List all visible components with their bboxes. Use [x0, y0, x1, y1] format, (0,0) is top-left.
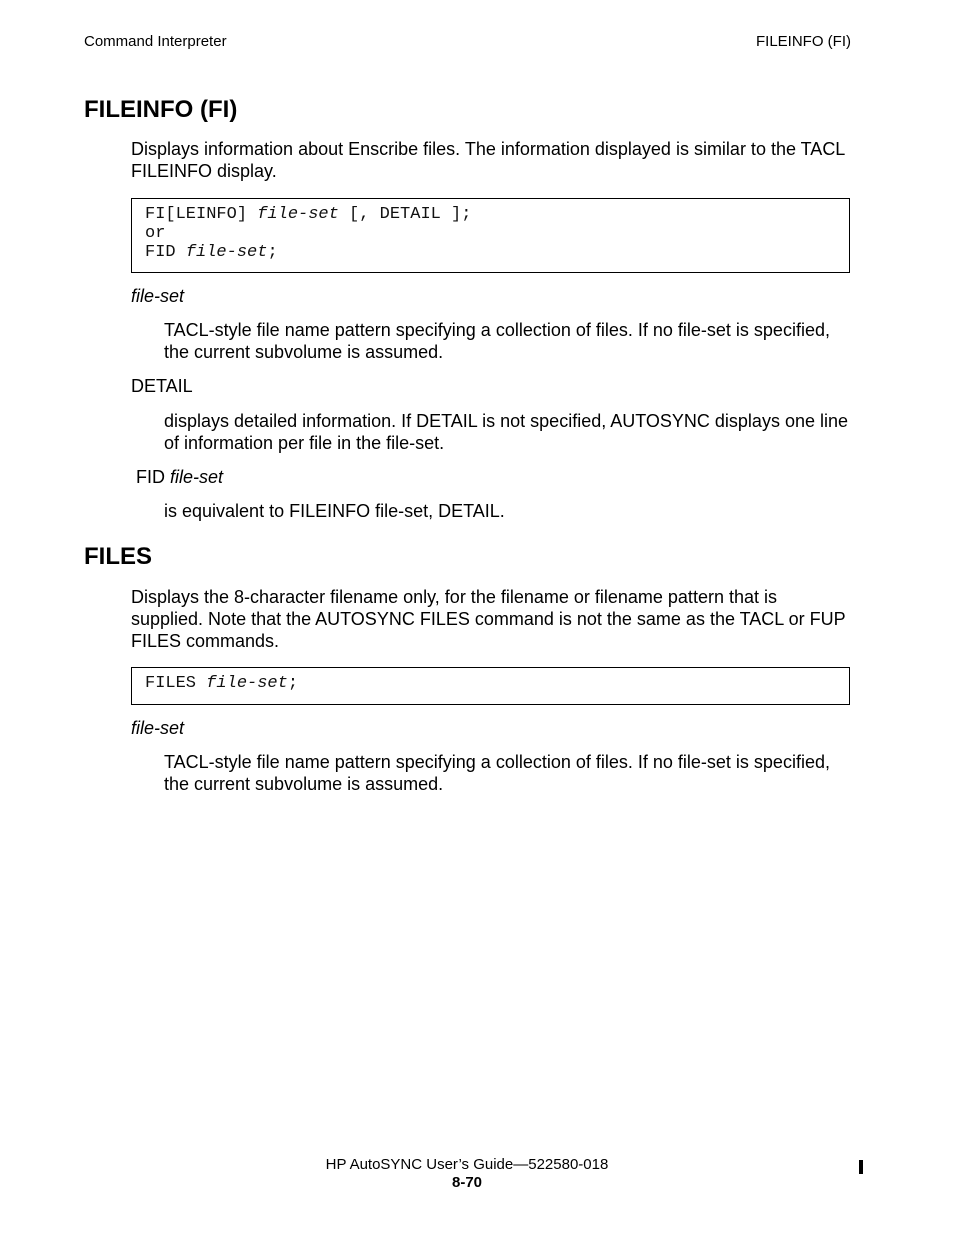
section-heading-fileinfo: FILEINFO (FI)	[84, 96, 238, 123]
section-description-fileinfo: Displays information about Enscribe files. The information displayed is similar to the TACL FILEINFO display.	[131, 139, 845, 181]
page-number: 8-70	[451, 1174, 483, 1191]
param-description: is equivalent to FILEINFO file-set, DETAIL.	[164, 501, 505, 521]
running-header-left: Command Interpreter	[84, 33, 227, 50]
syntax-box-fileinfo	[131, 198, 850, 273]
param-description: displays detailed information. If DETAIL is not specified, AUTOSYNC displays one line of information per file in the file-set.	[164, 411, 848, 453]
syntax-line: FID file-set;	[145, 243, 278, 262]
param-term: file-set	[131, 286, 185, 306]
section-description-files: Displays the 8-character filename only, for the filename or filename pattern that is supplied. Note that the AUTOSYNC FILES command is not the same as the TACL or FUP FILES commands.	[131, 587, 846, 651]
param-term: file-set	[131, 718, 185, 738]
param-description: TACL-style file name pattern specifying a collection of files. If no file-set is specified, the current subvolume is assumed.	[164, 752, 830, 794]
syntax-box-files	[131, 667, 850, 705]
syntax-line: or	[145, 224, 166, 243]
syntax-line: FI[LEINFO] file-set [, DETAIL ];	[145, 205, 472, 224]
change-bar	[859, 1160, 863, 1174]
param-description: TACL-style file name pattern specifying a collection of files. If no file-set is specified, the current subvolume is assumed.	[164, 320, 830, 362]
syntax-line: FILES file-set;	[145, 674, 299, 693]
running-header-right: FILEINFO (FI)	[756, 33, 851, 50]
footer-guide-title: HP AutoSYNC User’s Guide—522580-018	[325, 1156, 609, 1173]
param-term: DETAIL	[131, 376, 193, 396]
section-heading-files: FILES	[84, 543, 153, 570]
param-term: FID file-set	[136, 467, 224, 487]
